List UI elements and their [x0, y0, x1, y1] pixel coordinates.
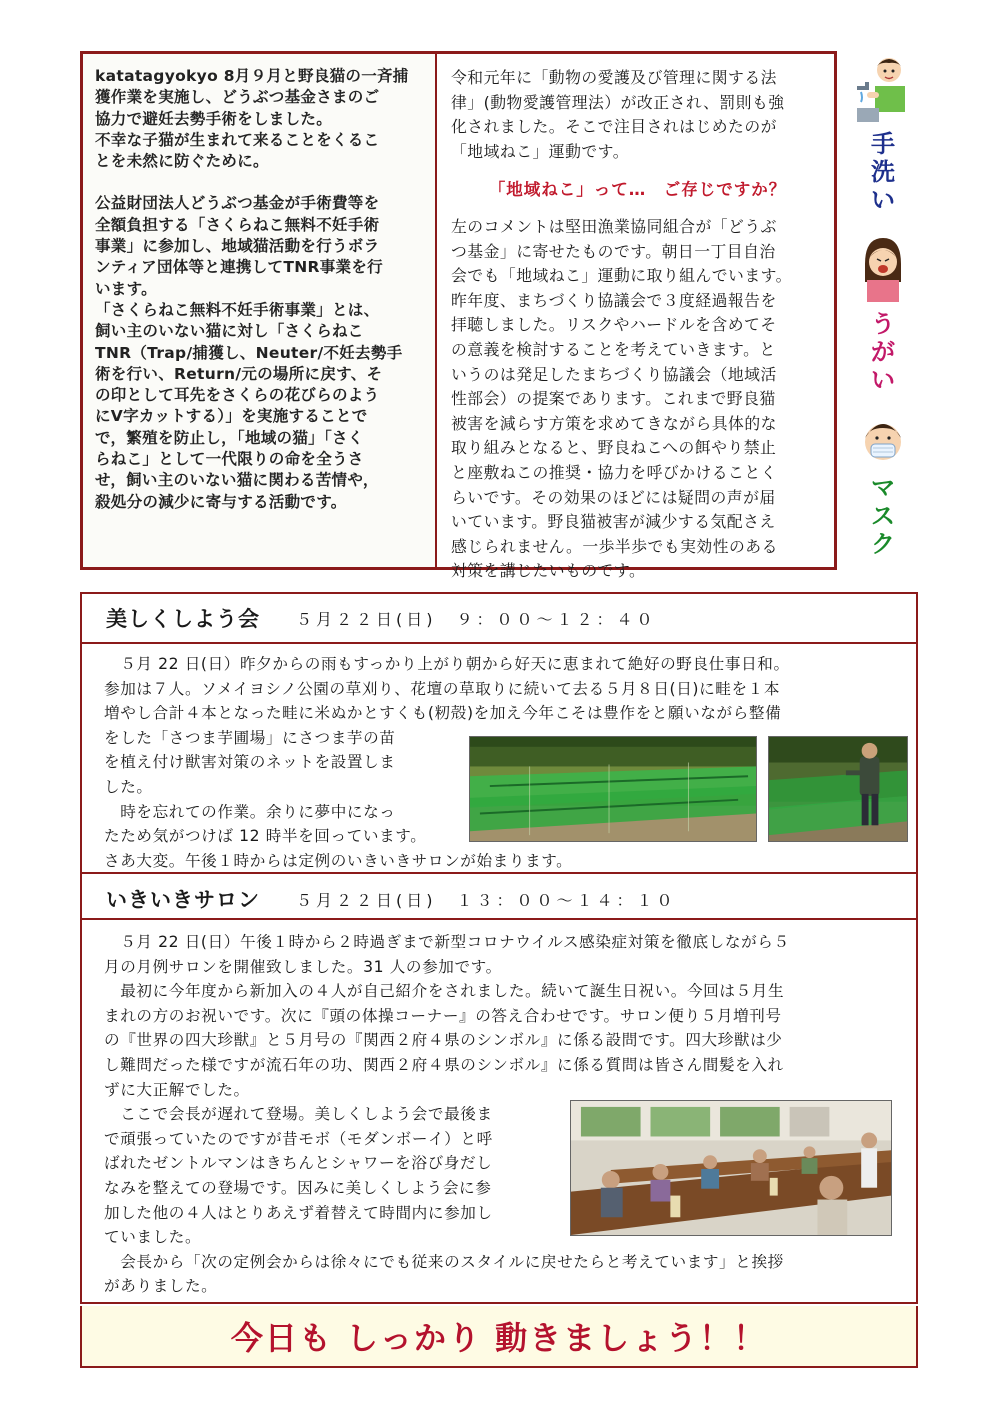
salon-text-wrap: ここで会長が遅れて登場。美しくしよう会で最後ま で頑張っていたのですが昔モボ（モダンボーイ）と呼 ばれたゼントルマンはきちんとシャワーを浴び身だし なみを整えての登場です。因みに美しくしよう会に参 加した他の４人はとりあえず着替えて時間内に参加し ていました。 [104, 1105, 493, 1247]
activity-reports [80, 592, 918, 1304]
salon-report [82, 920, 916, 1299]
gargling-figure-icon [855, 234, 911, 304]
community-cat-article [437, 54, 834, 581]
motto-banner [80, 1306, 918, 1368]
beautify-text-end: さあ大変。午後１時からは定例のいきいきサロンが始まります。 [104, 851, 573, 870]
workers-in-field-photo [768, 736, 908, 842]
sweet-potato-field-photo [469, 736, 757, 842]
mask-figure-icon [855, 414, 911, 468]
salon-title: いきいきサロン [106, 888, 260, 912]
community-cat-section [80, 51, 837, 581]
fishery-cooperative-quote [83, 54, 437, 567]
beautify-header [82, 594, 916, 644]
motto-text: 今日も しっかり 動きましょう！！ [230, 1319, 768, 1357]
salon-date: ５月２２日(日) １３：００～１４：１０ [296, 890, 677, 910]
quote-paragraph-1: katatagyokyo 8月９月と野良猫の一斉捕 獲作業を実施し、どうぶつ基金さまのご 協力で避妊去勢手術をしました。 不幸な子猫が生まれて来ることをくるこ とを未然に防ぐために。 [95, 67, 409, 171]
article-body: 左のコメントは堅田漁業協同組合が「どうぶ つ基金」に寄せたものです。朝日一丁目自治 会でも「地域ねこ」運動に取り組んでいます。 昨年度、まちづくり協議会で３度経過報告を 拝聴しました。リスクやハードルを含めてそ の意義を検討することを考えていきます。と いうのは発足したまちづくり協議会（地域活 性部会）の提案であります。これまで野良猫 被害を減らす方策を求めてきながら具体的な 取り組みとなると、野良ねこへの餌やり禁止 と座敷ねこの推奨・協力を呼びかけることく らいです。その効果のほどには疑問の声が届 いています。野良猫被害が減少する気配さえ 感じられません。一歩半歩でも実効性のある 対策を講じたいものです。 [451, 216, 792, 581]
salon-text-end: 会長から「次の定例会からは徐々にでも従来のスタイルに戻せたらと考えています」と挨拶 がありました。 [104, 1252, 784, 1296]
beautify-text-full: ５月 22 日(日）昨夕からの雨もすっかり上がり朝から好天に恵まれて絶好の野良仕事日和。 参加は７人。ソメイヨシノ公園の草刈り、花壇の草取りに続いて去る５月８日(日)に畦を１本 増やし合計４本となった畦に米ぬかとすくも(籾殻)を加え今年こそは豊作をと願いながら整備 [104, 655, 790, 723]
salon-text-full: ５月 22 日(日）午後１時から２時過ぎまで新型コロナウイルス感染症対策を徹底しながら５ 月の月例サロンを開催致しました。31 人の参加です。 最初に今年度から新加入の４人が自己紹介をされました。続いて誕生日祝い。今回は５月生 まれの方のお祝いです。次に『頭の体操コーナー』の答え合わせです。サロン便り５月増刊号 の『世界の四大珍獣』と５月号の『関西２府４県のシンボル』に係る設問です。四大珍獣は少 し難問だった様ですが流石年の功、関西２府４県のシンボル』に係る質問は皆さん間髪を入れ ずに大正解でした。 [104, 933, 790, 1099]
hygiene-reminder-column [848, 48, 918, 568]
handwash-label: 手 洗 い [871, 130, 895, 214]
gargle-label: う が い [871, 310, 895, 394]
beautify-text-wrap: をした「さつま芋圃場」にさつま芋の苗 を植え付け獣害対策のネットを設置しま した。 時を忘れての作業。余りに夢中になっ たため気がつけば 12 時半を回っています。 [104, 728, 427, 846]
article-intro: 令和元年に「動物の愛護及び管理に関する法 律」(動物愛護管理法）が改正され、罰則も強 化されました。そこで注目されはじめたのが 「地域ねこ」運動です。 [451, 68, 785, 161]
quote-paragraph-2: 公益財団法人どうぶつ基金が手術費等を 全額負担する「さくらねこ無料不妊手術 事業」に参加し、地域猫活動を行うボラ ンティア団体等と連携してTNR事業を行 います。 「さくらねこ無料不妊手術事業」とは、 飼い主のいない猫に対し「さくらねこ TNR（Trap/捕獲し、Neuter/不妊去勢手 術を行い、Return/元の場所に戻す、そ の印として耳先をさくらの花びらのよう にV字カットする）」を実施することで で，繁殖を防止し，「地域の猫」「さく らねこ」として一代限りの命を全うさ せ，飼い主のいない猫に関わる苦情や， 殺処分の減少に寄与する活動です。 [95, 194, 403, 511]
handwashing-figure-icon [855, 52, 911, 124]
beautify-date: ５月２２日(日) ９：００～１２：４０ [296, 609, 657, 629]
mask-label: マ ス ク [871, 474, 895, 558]
article-heading: 「地域ねこ」って… ご存じですか？ [488, 180, 787, 200]
salon-meeting-photo [570, 1100, 892, 1236]
salon-header [82, 874, 916, 918]
beautify-title: 美しくしよう会 [106, 607, 260, 631]
beautify-report [82, 644, 916, 874]
